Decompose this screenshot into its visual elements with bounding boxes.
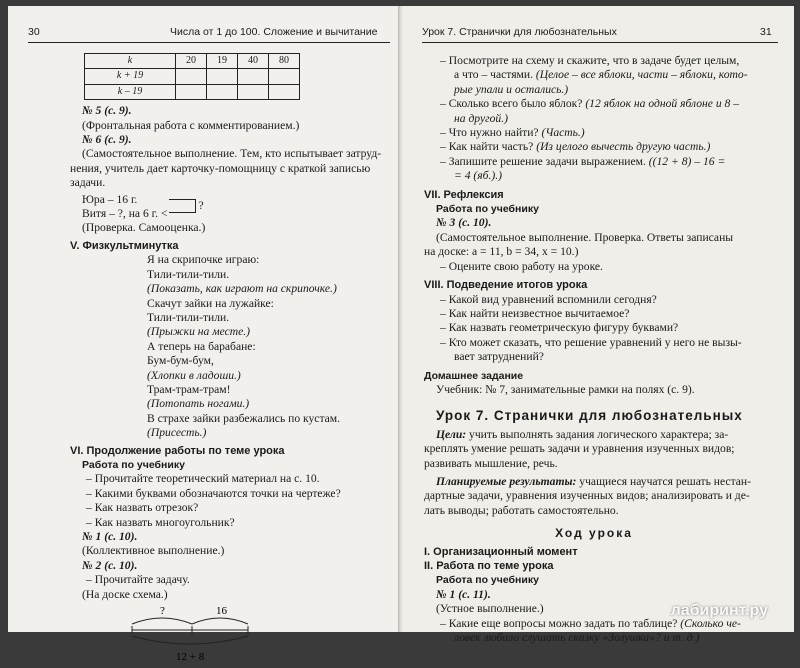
task-note: (Коллективное выполнение.) <box>82 544 225 558</box>
answer-text: (Часть.) <box>541 126 585 140</box>
section-heading: V. Физкультминутка <box>70 239 179 252</box>
answer-text: ((12 + 8) – 16 = <box>648 154 726 168</box>
results-line: лать выводы; работать самостоятельно. <box>424 503 619 517</box>
goals-line <box>424 428 764 442</box>
question-line: – Как назвать геометрическую фигуру буквами? <box>440 321 679 335</box>
table-cell <box>238 84 269 99</box>
answer-line: ловек любило слушать сказку «Золушка»? и т. д.) <box>454 631 700 645</box>
goals-line: креплять умение решать задачи и уравнения изученных видов; <box>424 442 735 456</box>
poem-line: Тили-тили-тили. <box>147 267 230 281</box>
header-rule <box>422 42 778 43</box>
right-page-number: 31 <box>760 26 772 38</box>
poem-line: (Присесть.) <box>147 426 207 440</box>
table-cell <box>207 84 238 99</box>
header-rule <box>28 42 390 43</box>
section-heading: I. Организационный момент <box>424 545 578 558</box>
question-text: – Что нужно найти? <box>440 126 542 140</box>
left-page-number: 30 <box>28 26 40 38</box>
table-cell <box>238 69 269 84</box>
lower-arc <box>132 636 248 644</box>
poem-line: Трам-трам-трам! <box>147 382 231 396</box>
question-line: – Как назвать отрезок? <box>86 501 199 515</box>
task-note: (Проверка. Самооценка.) <box>82 221 206 235</box>
answer-text: (Сколько че- <box>680 616 741 630</box>
homework-text: Учебник: № 7, занимательные рамки на полях (с. 9). <box>436 382 695 396</box>
question-line: – Как найти неизвестное вычитаемое? <box>440 306 630 320</box>
question-line: – Прочитайте теоретический материал на с. 10. <box>86 472 320 486</box>
answer-text: (12 яблок на одной яблоне и 8 – <box>585 97 740 111</box>
diagram-bottom-label: 12 + 8 <box>176 651 205 664</box>
upper-arc-right <box>192 618 248 624</box>
table-cell <box>269 84 300 99</box>
right-content <box>424 54 764 645</box>
left-content <box>70 53 400 668</box>
segment-diagram <box>130 602 400 668</box>
table-header-cell: k <box>85 54 176 69</box>
poem-line: А теперь на барабане: <box>147 339 256 353</box>
task-heading: № 2 (с. 10). <box>82 558 138 572</box>
task-heading: № 1 (с. 11). <box>436 587 491 601</box>
results-line: дартные задачи, уравнения изученных видов; анализировать и де- <box>424 489 750 503</box>
poem-line: (Потопать ногами.) <box>147 397 250 411</box>
question-line: – Кто может сказать, что решение уравнений у него не вызы- <box>440 335 742 349</box>
task-note: (На доске схема.) <box>82 587 168 601</box>
poem-line: (Прыжки на месте.) <box>147 325 251 339</box>
results-text: учащиеся научатся решать нестан- <box>576 474 751 488</box>
table-row-label: k – 19 <box>85 84 176 99</box>
question-line <box>424 68 764 82</box>
short-note-line: Юра – 16 г. <box>82 192 138 206</box>
question-line: – Как назвать многоугольник? <box>86 515 235 529</box>
watermark-logo: лабиринт.ру <box>670 602 768 619</box>
answer-text: (Целое – все яблоки, части – яблоки, кото- <box>535 68 748 82</box>
course-heading: Ход урока <box>555 526 633 541</box>
left-running-title: Числа от 1 до 100. Сложение и вычитание <box>170 26 378 38</box>
section-heading: II. Работа по теме урока <box>424 560 554 572</box>
question-line: – Какой вид уравнений вспомнили сегодня? <box>440 292 657 306</box>
task-note: задачи. <box>70 176 106 190</box>
upper-arc-left <box>132 618 192 624</box>
task-heading: № 5 (с. 9). <box>82 104 132 118</box>
task-note: (Самостоятельное выполнение. Проверка. Ответы записаны <box>436 230 734 244</box>
poem-line: Тили-тили-тили. <box>147 310 230 324</box>
goals-line: развивать мышление, речь. <box>424 456 558 470</box>
task-note: (Фронтальная работа с комментированием.) <box>82 118 300 132</box>
answer-line: = 4 (яб.).) <box>454 169 503 183</box>
poem <box>70 253 400 440</box>
table-header-cell: 80 <box>269 54 300 69</box>
results-line <box>424 475 764 489</box>
task-heading: № 1 (с. 10). <box>82 530 138 543</box>
poem-line: Я на скрипочке играю: <box>147 253 260 267</box>
task-note: на доске: a = 11, b = 34, x = 10.) <box>424 245 579 259</box>
table-cell <box>207 69 238 84</box>
answer-line: рые упали и остались.) <box>454 82 569 96</box>
poem-line: (Показать, как играют на скрипочке.) <box>147 282 337 296</box>
subheading: Работа по учебнику <box>436 203 539 216</box>
diagram-left-label: ? <box>160 605 165 618</box>
question-line <box>424 140 764 154</box>
question-line: – Посмотрите на схему и скажите, что в задаче будет целым, <box>440 54 740 67</box>
goals-text: учить выполнять задания логического характера; за- <box>466 427 729 441</box>
question-text: – Как найти часть? <box>440 140 537 154</box>
answer-line: на другой.) <box>454 111 508 125</box>
table-cell <box>269 69 300 84</box>
question-line: – Какими буквами обозначаются точки на чертеже? <box>86 486 341 500</box>
question-text: а что – частями. <box>454 68 536 82</box>
answer-text: (Из целого вычесть другую часть.) <box>536 140 711 154</box>
subheading: Работа по учебнику <box>436 574 539 587</box>
right-page <box>402 6 794 645</box>
short-note-text: Витя – ?, на 6 г. < <box>82 207 168 221</box>
goals-label: Цели: <box>436 427 467 441</box>
table-cell <box>176 84 207 99</box>
section-heading: VII. Рефлексия <box>424 188 504 201</box>
question-line: – Прочитайте задачу. <box>86 573 190 587</box>
question-line <box>424 97 764 111</box>
question-text: – Запишите решение задачи выражением. <box>440 154 649 168</box>
task-heading: № 3 (с. 10). <box>436 216 492 230</box>
table-header-cell: 20 <box>176 54 207 69</box>
question-line: вает затруднений? <box>454 350 544 364</box>
table-row-label: k + 19 <box>85 69 176 84</box>
brace-question: ? <box>198 199 204 213</box>
subheading: Работа по учебнику <box>82 458 185 471</box>
k-table <box>84 53 300 100</box>
segment-diagram-svg <box>130 602 250 662</box>
lesson-title: Урок 7. Странички для любознательных <box>436 408 743 424</box>
right-running-title: Урок 7. Странички для любознательных <box>422 26 617 38</box>
task-heading: № 6 (с. 9). <box>82 133 132 147</box>
results-label: Планируемые результаты: <box>436 474 577 488</box>
question-text: – Сколько всего было яблок? <box>440 97 586 111</box>
section-heading: VI. Продолжение работы по теме урока <box>70 444 285 457</box>
table-cell <box>176 69 207 84</box>
task-note: нения, учитель дает карточку-помощницу с краткой записью <box>70 161 371 175</box>
short-note <box>70 193 400 222</box>
brace-icon <box>169 199 196 213</box>
left-page <box>8 6 400 664</box>
poem-line: Бум-бум-бум, <box>147 354 214 368</box>
poem-line: Скачут зайки на лужайке: <box>147 296 274 310</box>
task-note: (Устное выполнение.) <box>436 602 544 616</box>
homework-heading: Домашнее задание <box>424 369 524 382</box>
diagram-top-label: 16 <box>216 605 227 618</box>
table-header-cell: 40 <box>238 54 269 69</box>
question-line <box>424 126 764 140</box>
table-header-cell: 19 <box>207 54 238 69</box>
poem-line: В страхе зайки разбежались по кустам. <box>147 411 341 425</box>
question-text: – Какие еще вопросы можно задать по таблице? <box>440 616 681 630</box>
question-line: – Оцените свою работу на уроке. <box>440 259 603 273</box>
question-line <box>424 155 764 169</box>
section-heading: VIII. Подведение итогов урока <box>424 279 588 292</box>
task-note: (Самостоятельное выполнение. Тем, кто испытывает затруд- <box>82 147 382 161</box>
poem-line: (Хлопки в ладоши.) <box>147 368 241 382</box>
